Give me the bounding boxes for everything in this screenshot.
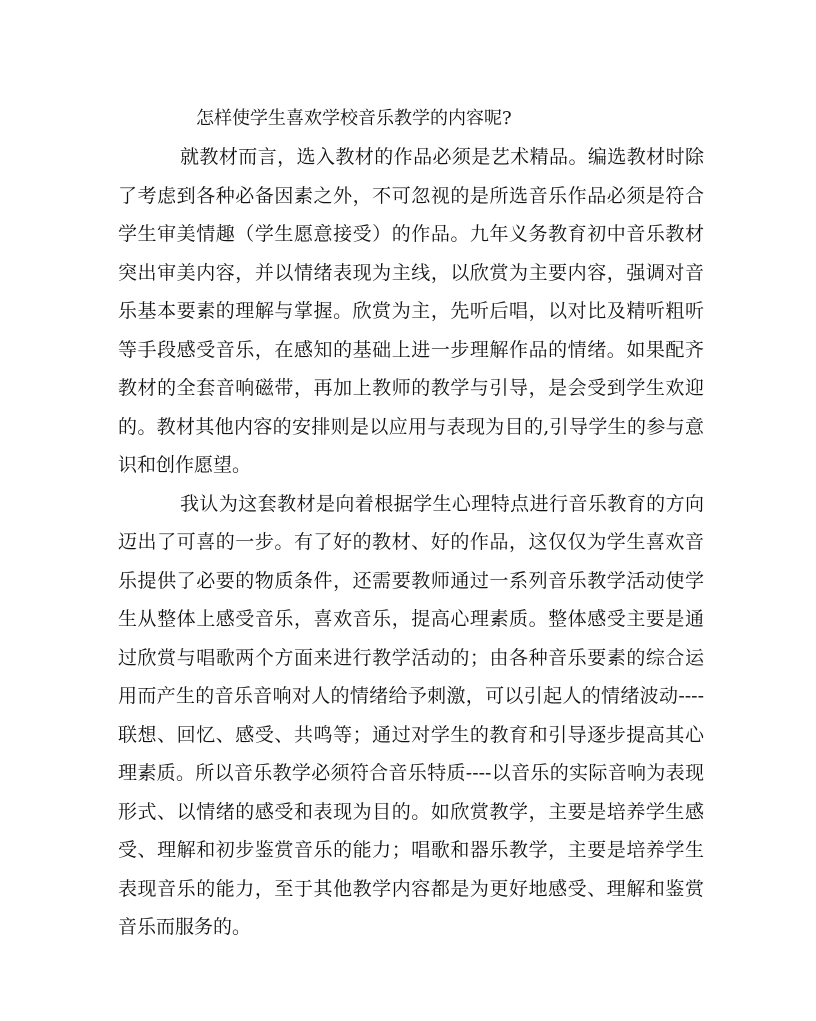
paragraph-teaching: 我认为这套教材是向着根据学生心理特点进行音乐教育的方向迈出了可喜的一步。有了好的教材、好的作品，这仅仅为学生喜欢音乐提供了必要的物质条件，还需要教师通过一系列音乐教学活动使学生从整体上感受音乐，喜欢音乐，提高心理素质。整体感受主要是通过欣赏与唱歌两个方面来进行教学活动的；由各种音乐要素的综合运用而产生的音乐音响对人的情绪给予刺激，可以引起人的情绪波动----联想、回忆、感受、共鸣等；通过对学生的教育和引导逐步提高其心理素质。所以音乐教学必须符合音乐特质----以音乐的实际音响为表现形式、以情绪的感受和表现为目的。如欣赏教学，主要是培养学生感受、理解和初步鉴赏音乐的能力；唱歌和器乐教学，主要是培养学生表现音乐的能力，至于其他教学内容都是为更好地感受、理解和鉴赏音乐而服务的。 bbox=[118, 492, 704, 938]
paragraph-textbook: 就教材而言，选入教材的作品必须是艺术精品。编选教材时除了考虑到各种必备因素之外，不可忽视的是所选音乐作品必须是符合学生审美情趣（学生愿意接受）的作品。九年义务教育初中音乐教材突出审美内容，并以情绪表现为主线，以欣赏为主要内容，强调对音乐基本要素的理解与掌握。欣赏为主，先听后唱，以对比及精听粗听等手段感受音乐，在感知的基础上进一步理解作品的情绪。如果配齐教材的全套音响磁带，再加上教师的教学与引导，是会受到学生欢迎的。教材其他内容的安排则是以应用与表现为目的,引导学生的参与意识和创作愿望。 bbox=[118, 146, 704, 476]
document-body bbox=[118, 100, 704, 947]
document-title: 怎样使学生喜欢学校音乐教学的内容呢? bbox=[196, 108, 512, 129]
